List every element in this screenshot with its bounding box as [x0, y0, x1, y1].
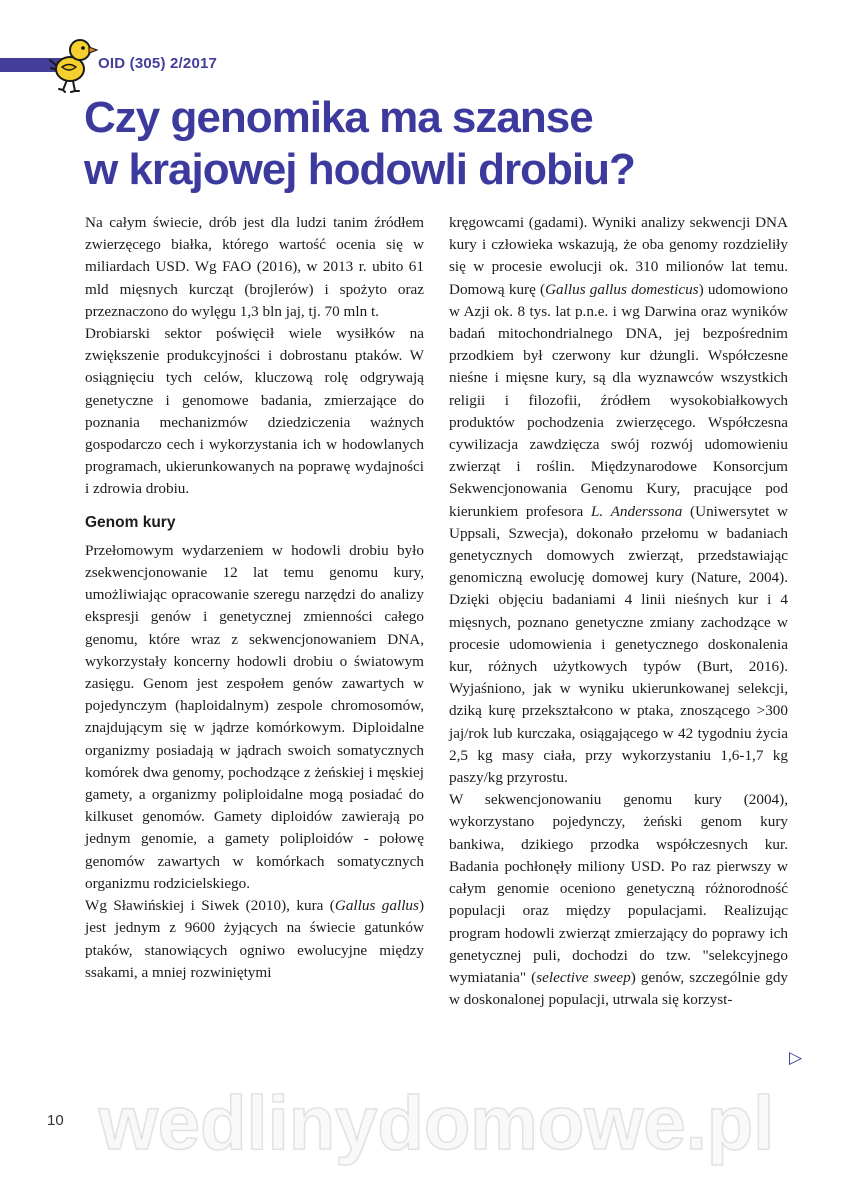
watermark: wedlinydomowe.pl [98, 1081, 775, 1166]
page-number: 10 [47, 1112, 64, 1129]
paragraph: Przełomowym wydarzeniem w hodowli drobiu było zsekwencjonowanie 12 lat temu genomu kury, umożliwiając opracowanie szeregu narzędzi do analizy ekspresji genów i genetycznej zmienności całego genomu, które wraz z sekwencjonowaniem DNA, wykorzystały koncerny hodowli drobiu o światowym zasięgu. Genom jest zespołem genów zawartych w pojedynczym (haploidalnym) zespole chromosomów, znajdującym się w jądrze komórkowym. Diploidalne organizmy posiadają w jądrach swoich somatycznych komórek dwa genomy, pochodzące z żeńskiej i męskiej gamety, a organizmy poliploidalne mogą posiadać do kilkuset genomów. Gamety diploidów zawierają po jednym genomie, a gamety poliploidów - połowę genomów zawartych w komórkach somatycznych organizmu rodzicielskiego. [85, 541, 424, 892]
article-title-line2: w krajowej hodowli drobiu? [84, 145, 635, 194]
column-left [85, 212, 424, 984]
paragraph: kręgowcami (gadami). Wyniki analizy sekwencji DNA kury i człowieka wskazują, że oba genomy rozdzieliły się w procesie ewolucji ok. 310 milionów lat temu. Domową kurę (Gallus gallus domesticus) udomowiono w Azji ok. 8 tys. lat p.n.e. i wg Darwina oraz wyników badań mitochondrialnego DNA, jej bezpośrednim przodkiem był czerwony kur dżungli. Współczesne nieśne i mięsne kury, są dla wyznawców wszystkich religii i filozofii, źródłem wysokobiałkowych produktów pochodzenia zwierzęcego. Współczesna cywilizacja zawdzięcza swój rozwój udomowieniu zwierząt i roślin. Międzynarodowe Konsorcjum Sekwencjonowania Genomu Kury, pracujące pod kierunkiem profesora L. Anderssona (Uniwersytet w Uppsali, Szwecja), dokonało przełomu w badaniach genetycznych domowych zwierząt, przedstawiając genomiczną ewolucję domowej kury (Nature, 2004). Dzięki objęciu badaniami 4 linii nieśnych kur i 4 mięsnych, poznano genetyczne zmiany zachodzące w procesie udomowienia i genetycznego doskonalenia kur, różnych użytkowych typów (Burt, 2016). Wyjaśniono, jak w wyniku ukierunkowanej selekcji, dziką kurę przekształcono w ptaka, znoszącego >300 jaj/rok lub kurczaka, osiągającego w 42 tygodniu życia 2,5 kg masy ciała, przy wykorzystaniu 1,6-1,7 kg paszy/kg przyrostu. [449, 214, 789, 787]
issue-label: OID (305) 2/2017 [98, 55, 218, 72]
chick-logo-icon [48, 36, 98, 94]
paragraph: Na całym świecie, drób jest dla ludzi tanim źródłem zwierzęcego białka, którego wartość ocenia się w miliardach USD. Wg FAO (2016), w 2013 r. ubito 61 mld mięsnych kurcząt (brojlerów) i spożyto oraz przeznaczono do wylęgu 1,3 bln jaj, tj. 70 mln t. [85, 214, 424, 320]
article-title [84, 92, 635, 196]
article-title-line1: Czy genomika ma szanse [84, 93, 593, 142]
paragraph: Wg Sławińskiej i Siwek (2010), kura (Gallus gallus) jest jednym z 9600 żyjących na świecie gatunków ptaków, stanowiących ogniwo ewolucyjne między ssakami, a mniej rozwiniętymi [85, 897, 424, 981]
paragraph: W sekwencjonowaniu genomu kury (2004), wykorzystano pojedynczy, żeński genom kury bankiwa, dzikiego przodka współczesnych kur. Badania pochłonęły miliony USD. Po raz pierwszy w całym genomie oceniono genetyczną różnorodność populacji oraz między populacjami. Realizując program hodowli zwierząt zmierzający do poprawy ich genetycznej puli, dochodzi do tzw. "selekcyjnego wymiatania" (selective sweep) genów, szczególnie gdy w doskonalonej populacji, utrwala się korzyst- [449, 791, 789, 1009]
continuation-arrow-icon: ▷ [789, 1048, 803, 1068]
section-heading: Genom kury [85, 513, 176, 531]
column-right [449, 212, 788, 1011]
paragraph: Drobiarski sektor poświęcił wiele wysiłków na zwiększenie produkcyjności i dobrostanu ptaków. W osiągnięciu tych celów, kluczową rolę odgrywają genetyczne i genomowe badania, zmierzające do poznania mechanizmów dziedziczenia ważnych gospodarczo cech i wykorzystania ich w hodowlanych programach, ukierunkowanych na poprawę wydajności i zdrowia drobiu. [85, 325, 424, 498]
